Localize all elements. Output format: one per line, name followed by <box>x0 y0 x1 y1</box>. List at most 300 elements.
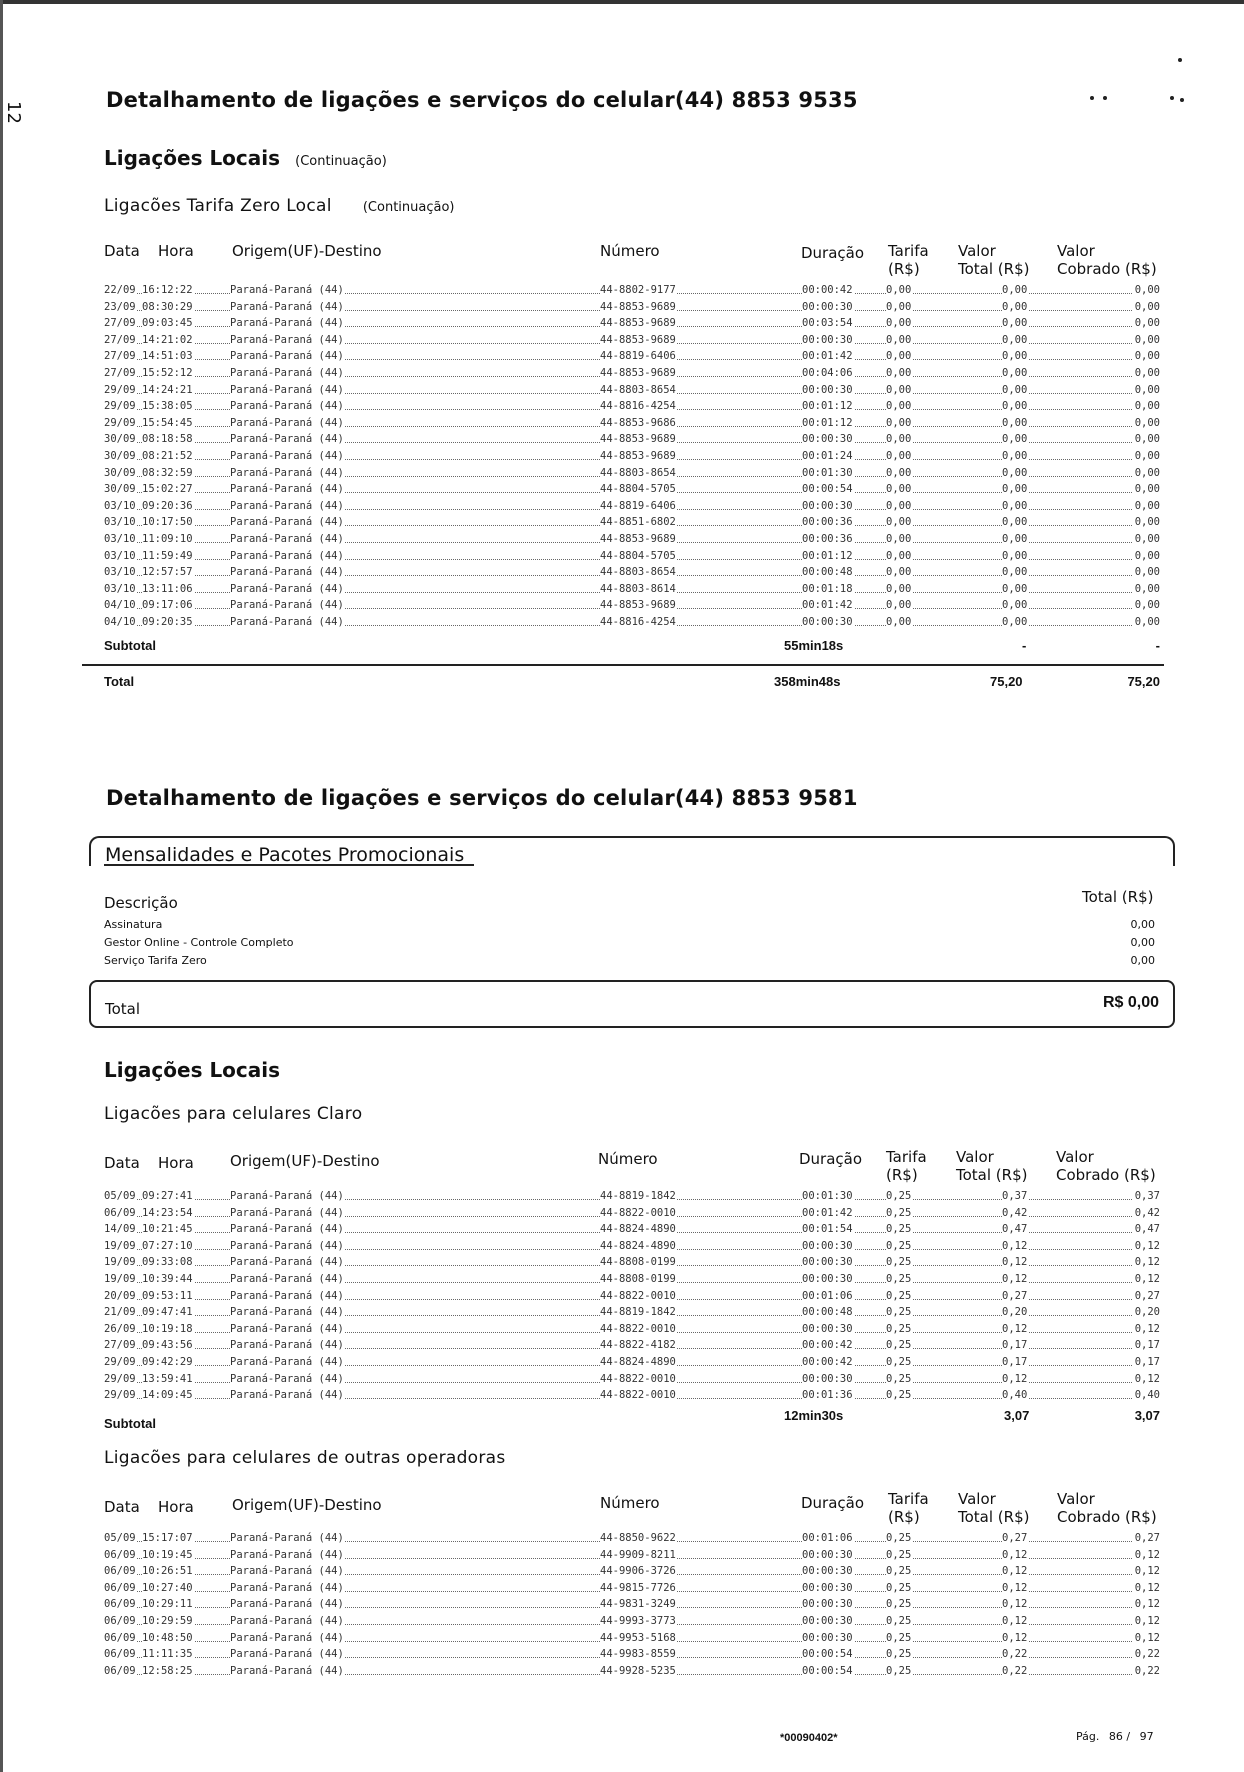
table-row <box>104 382 1160 399</box>
cell-origem-destino: Paraná-Paraná (44) <box>230 499 344 512</box>
cell-duracao: 00:01:42 <box>802 599 853 612</box>
cell-numero: 44-9831-3249 <box>600 1598 676 1611</box>
cell-numero: 44-8816-4254 <box>600 615 676 628</box>
cell-tarifa: 0,25 <box>886 1190 912 1202</box>
cell-hora: 10:26:51 <box>142 1565 193 1578</box>
subtotal-row <box>104 1408 1160 1431</box>
col-tarifa-l2: (R$) <box>888 1508 920 1526</box>
cell-valor-cobrado: 0,00 <box>1134 466 1160 479</box>
cell-tarifa: 0,00 <box>886 532 912 545</box>
section1-group <box>104 146 387 170</box>
cell-valor-total: 0,20 <box>1002 1306 1028 1319</box>
mensalidades-total-box <box>89 980 1175 1028</box>
cell-data: 06/09 <box>104 1581 136 1594</box>
cell-tarifa: 0,00 <box>886 466 912 479</box>
table-row <box>104 1354 1160 1371</box>
table-body <box>104 1530 1160 1679</box>
cell-numero: 44-8819-1842 <box>600 1190 676 1202</box>
table-row <box>104 415 1160 432</box>
total-valor-cobrado: 75,20 <box>1127 674 1160 689</box>
cell-numero: 44-9953-5168 <box>600 1631 676 1644</box>
cell-origem-destino: Paraná-Paraná (44) <box>230 383 344 396</box>
cell-valor-cobrado: 0,37 <box>1134 1190 1160 1202</box>
cell-numero: 44-9983-8559 <box>600 1648 676 1661</box>
cell-duracao: 00:00:30 <box>802 1548 853 1561</box>
table-row <box>104 1271 1160 1288</box>
scan-dot <box>1178 58 1182 62</box>
cell-duracao: 00:01:12 <box>802 549 853 562</box>
cell-data: 29/09 <box>104 383 136 396</box>
subtotal-valor-total: - <box>1022 638 1027 653</box>
cell-duracao: 00:01:18 <box>802 582 853 595</box>
cell-numero: 44-8803-8654 <box>600 383 676 396</box>
cell-duracao: 00:00:30 <box>802 1239 853 1252</box>
cell-hora: 07:27:10 <box>142 1239 193 1252</box>
cell-tarifa: 0,00 <box>886 499 912 512</box>
cell-valor-total: 0,12 <box>1002 1631 1028 1644</box>
cell-data: 29/09 <box>104 400 136 413</box>
total-duration: 358min48s <box>774 674 841 689</box>
cell-origem-destino: Paraná-Paraná (44) <box>230 433 344 446</box>
cell-tarifa: 0,25 <box>886 1548 912 1561</box>
table-row <box>104 1563 1160 1580</box>
cell-valor-total: 0,00 <box>1002 317 1028 330</box>
cell-hora: 09:27:41 <box>142 1190 193 1202</box>
cell-numero: 44-8853-9689 <box>600 317 676 330</box>
cell-numero: 44-8819-1842 <box>600 1306 676 1319</box>
cell-valor-total: 0,00 <box>1002 483 1028 496</box>
table-row <box>104 597 1160 614</box>
cell-data: 04/10 <box>104 615 136 628</box>
cell-hora: 14:24:21 <box>142 383 193 396</box>
col-num: Número <box>600 1494 660 1512</box>
col-data: Data <box>104 1498 140 1516</box>
table-row <box>104 282 1160 299</box>
cell-origem-destino: Paraná-Paraná (44) <box>230 416 344 429</box>
cell-valor-total: 0,12 <box>1002 1548 1028 1561</box>
cell-origem-destino: Paraná-Paraná (44) <box>230 516 344 529</box>
cell-tarifa: 0,00 <box>886 350 912 363</box>
cell-valor-cobrado: 0,00 <box>1134 300 1160 313</box>
page-current: 86 <box>1108 1730 1123 1743</box>
cell-data: 19/09 <box>104 1239 136 1252</box>
cell-numero: 44-8853-9689 <box>600 333 676 346</box>
cell-duracao: 00:00:42 <box>802 284 853 296</box>
col-vc-l1: Valor <box>1057 242 1095 260</box>
cell-tarifa: 0,00 <box>886 549 912 562</box>
cell-hora: 12:58:25 <box>142 1664 193 1677</box>
cell-valor-cobrado: 0,00 <box>1134 317 1160 330</box>
col-tarifa-l1: Tarifa <box>886 1148 927 1166</box>
cell-valor-cobrado: 0,12 <box>1134 1256 1160 1269</box>
cell-data: 30/09 <box>104 483 136 496</box>
subtotal-valor-cobrado: 3,07 <box>1134 1408 1160 1423</box>
section1-title: Detalhamento de ligações e serviços do celular(44) 8853 9535 <box>106 88 858 112</box>
cell-origem-destino: Paraná-Paraná (44) <box>230 1289 344 1302</box>
page-sep: / <box>1126 1730 1131 1743</box>
cell-numero: 44-8824-4890 <box>600 1239 676 1252</box>
col-hora: Hora <box>158 1498 194 1516</box>
cell-data: 03/10 <box>104 499 136 512</box>
cell-duracao: 00:00:30 <box>802 499 853 512</box>
cell-hora: 10:39:44 <box>142 1272 193 1285</box>
cell-data: 30/09 <box>104 449 136 462</box>
cell-numero: 44-8853-9686 <box>600 416 676 429</box>
cell-duracao: 00:01:06 <box>802 1289 853 1302</box>
cell-duracao: 00:00:30 <box>802 300 853 313</box>
col-tarifa-l1: Tarifa <box>888 1490 929 1508</box>
cell-numero: 44-8853-9689 <box>600 449 676 462</box>
cell-tarifa: 0,00 <box>886 317 912 330</box>
cell-origem-destino: Paraná-Paraná (44) <box>230 1355 344 1368</box>
cell-data: 19/09 <box>104 1256 136 1269</box>
cell-valor-total: 0,00 <box>1002 366 1028 379</box>
cell-hora: 14:23:54 <box>142 1206 193 1219</box>
col-vc-l1: Valor <box>1056 1148 1094 1166</box>
cell-duracao: 00:00:54 <box>802 1648 853 1661</box>
table-body <box>104 282 1160 630</box>
group-note: (Continuação) <box>295 154 387 169</box>
cell-hora: 11:09:10 <box>142 532 193 545</box>
col-data: Data <box>104 1154 140 1172</box>
cell-duracao: 00:04:06 <box>802 366 853 379</box>
cell-duracao: 00:00:30 <box>802 1372 853 1385</box>
cell-numero: 44-8803-8614 <box>600 582 676 595</box>
cell-numero: 44-8853-9689 <box>600 433 676 446</box>
cell-numero: 44-9993-3773 <box>600 1614 676 1627</box>
cell-duracao: 00:00:30 <box>802 383 853 396</box>
cell-tarifa: 0,25 <box>886 1339 912 1352</box>
cell-duracao: 00:00:30 <box>802 1322 853 1335</box>
cell-valor-cobrado: 0,12 <box>1134 1581 1160 1594</box>
cell-numero: 44-8822-4182 <box>600 1339 676 1352</box>
cell-data: 06/09 <box>104 1206 136 1219</box>
cell-origem-destino: Paraná-Paraná (44) <box>230 1322 344 1335</box>
col-num: Número <box>598 1150 658 1168</box>
cell-numero: 44-8808-0199 <box>600 1256 676 1269</box>
cell-data: 03/10 <box>104 549 136 562</box>
cell-valor-cobrado: 0,00 <box>1134 284 1160 296</box>
cell-origem-destino: Paraná-Paraná (44) <box>230 1389 344 1402</box>
cell-origem-destino: Paraná-Paraná (44) <box>230 549 344 562</box>
cell-tarifa: 0,25 <box>886 1614 912 1627</box>
col-orig: Origem(UF)-Destino <box>230 1152 380 1170</box>
mensalidades-total-label: Total <box>105 1000 141 1018</box>
cell-duracao: 00:00:30 <box>802 615 853 628</box>
cell-valor-cobrado: 0,00 <box>1134 615 1160 628</box>
cell-valor-cobrado: 0,00 <box>1134 566 1160 579</box>
cell-numero: 44-9928-5235 <box>600 1664 676 1677</box>
cell-tarifa: 0,25 <box>886 1598 912 1611</box>
cell-data: 30/09 <box>104 466 136 479</box>
cell-valor-total: 0,47 <box>1002 1223 1028 1236</box>
table-row <box>104 1221 1160 1238</box>
cell-valor-total: 0,12 <box>1002 1256 1028 1269</box>
cell-valor-cobrado: 0,00 <box>1134 483 1160 496</box>
cell-origem-destino: Paraná-Paraná (44) <box>230 1256 344 1269</box>
section1-sub <box>104 196 455 216</box>
table-row <box>104 1663 1160 1680</box>
divider <box>82 664 1164 666</box>
cell-origem-destino: Paraná-Paraná (44) <box>230 1206 344 1219</box>
cell-data: 03/10 <box>104 582 136 595</box>
cell-numero: 44-8853-9689 <box>600 532 676 545</box>
sub-note: (Continuação) <box>362 200 455 215</box>
cell-numero: 44-9909-8211 <box>600 1548 676 1561</box>
subtotal-valor-total: 3,07 <box>1004 1408 1030 1423</box>
col-tarifa <box>888 1490 929 1526</box>
cell-valor-cobrado: 0,00 <box>1134 433 1160 446</box>
cell-hora: 08:18:58 <box>142 433 193 446</box>
barcode-number: *00090402* <box>780 1732 838 1744</box>
cell-valor-total: 0,12 <box>1002 1372 1028 1385</box>
table-row <box>104 1580 1160 1597</box>
cell-numero: 44-8853-9689 <box>600 599 676 612</box>
cell-data: 27/09 <box>104 366 136 379</box>
cell-hora: 14:21:02 <box>142 333 193 346</box>
table-row <box>104 1304 1160 1321</box>
cell-valor-cobrado: 0,12 <box>1134 1272 1160 1285</box>
cell-tarifa: 0,00 <box>886 333 912 346</box>
cell-data: 29/09 <box>104 1389 136 1402</box>
cell-duracao: 00:00:42 <box>802 1339 853 1352</box>
subtotal-label: Subtotal <box>104 638 156 653</box>
cell-origem-destino: Paraná-Paraná (44) <box>230 1648 344 1661</box>
cell-duracao: 00:01:36 <box>802 1389 853 1402</box>
cell-valor-total: 0,12 <box>1002 1322 1028 1335</box>
cell-numero: 44-8851-6802 <box>600 516 676 529</box>
cell-valor-total: 0,12 <box>1002 1598 1028 1611</box>
cell-origem-destino: Paraná-Paraná (44) <box>230 1190 344 1202</box>
cell-valor-cobrado: 0,17 <box>1134 1339 1160 1352</box>
cell-valor-total: 0,12 <box>1002 1581 1028 1594</box>
cell-valor-total: 0,00 <box>1002 333 1028 346</box>
cell-numero: 44-8822-0010 <box>600 1289 676 1302</box>
cell-origem-destino: Paraná-Paraná (44) <box>230 300 344 313</box>
cell-duracao: 00:01:30 <box>802 1190 853 1202</box>
cell-valor-total: 0,00 <box>1002 433 1028 446</box>
cell-origem-destino: Paraná-Paraná (44) <box>230 532 344 545</box>
table-header <box>104 1490 1160 1530</box>
cell-data: 26/09 <box>104 1322 136 1335</box>
cell-duracao: 00:00:30 <box>802 1256 853 1269</box>
col-vc-l2: Cobrado (R$) <box>1057 1508 1157 1526</box>
cell-tarifa: 0,25 <box>886 1289 912 1302</box>
col-vc <box>1057 1490 1157 1526</box>
scan-top-border <box>0 0 1244 4</box>
total-row <box>104 674 1160 694</box>
cell-origem-destino: Paraná-Paraná (44) <box>230 1664 344 1677</box>
table-row <box>104 299 1160 316</box>
cell-origem-destino: Paraná-Paraná (44) <box>230 400 344 413</box>
cell-numero: 44-8804-5705 <box>600 483 676 496</box>
mensalidades-total-value: R$ 0,00 <box>1102 994 1159 1011</box>
cell-data: 14/09 <box>104 1223 136 1236</box>
col-vt-l2: Total (R$) <box>958 1508 1030 1526</box>
table-row <box>104 514 1160 531</box>
table-row <box>104 1646 1160 1663</box>
cell-tarifa: 0,00 <box>886 516 912 529</box>
cell-origem-destino: Paraná-Paraná (44) <box>230 1581 344 1594</box>
table-header <box>104 1148 1160 1188</box>
cell-data: 06/09 <box>104 1648 136 1661</box>
cell-valor-cobrado: 0,12 <box>1134 1372 1160 1385</box>
cell-origem-destino: Paraná-Paraná (44) <box>230 317 344 330</box>
cell-hora: 10:29:59 <box>142 1614 193 1627</box>
cell-data: 19/09 <box>104 1272 136 1285</box>
cell-duracao: 00:00:42 <box>802 1355 853 1368</box>
cell-duracao: 00:00:30 <box>802 433 853 446</box>
cell-duracao: 00:00:36 <box>802 516 853 529</box>
cell-tarifa: 0,00 <box>886 366 912 379</box>
cell-valor-cobrado: 0,12 <box>1134 1548 1160 1561</box>
cell-numero: 44-8822-0010 <box>600 1206 676 1219</box>
cell-data: 06/09 <box>104 1631 136 1644</box>
subtotal-duration: 55min18s <box>784 638 844 653</box>
subtotal-label: Subtotal <box>104 1416 156 1431</box>
cell-data: 06/09 <box>104 1614 136 1627</box>
cell-origem-destino: Paraná-Paraná (44) <box>230 582 344 595</box>
col-num: Número <box>600 242 660 260</box>
cell-hora: 13:11:06 <box>142 582 193 595</box>
col-vt <box>958 1490 1029 1526</box>
cell-data: 29/09 <box>104 1355 136 1368</box>
cell-origem-destino: Paraná-Paraná (44) <box>230 366 344 379</box>
cell-duracao: 00:01:54 <box>802 1223 853 1236</box>
item-value: 0,00 <box>1130 954 1155 967</box>
total-col-header: Total (R$) <box>1082 888 1154 906</box>
cell-valor-cobrado: 0,00 <box>1134 333 1160 346</box>
cell-valor-cobrado: 0,00 <box>1134 599 1160 612</box>
subtotal-valor-cobrado: - <box>1155 638 1160 653</box>
table-row <box>104 315 1160 332</box>
cell-origem-destino: Paraná-Paraná (44) <box>230 1631 344 1644</box>
page-total: 97 <box>1139 1730 1154 1743</box>
cell-valor-cobrado: 0,27 <box>1134 1289 1160 1302</box>
cell-valor-cobrado: 0,00 <box>1134 350 1160 363</box>
cell-tarifa: 0,25 <box>886 1372 912 1385</box>
col-vt-l2: Total (R$) <box>958 260 1030 278</box>
mensalidades-title: Mensalidades e Pacotes Promocionais <box>105 844 465 866</box>
cell-data: 27/09 <box>104 317 136 330</box>
cell-tarifa: 0,00 <box>886 615 912 628</box>
col-tarifa-l2: (R$) <box>886 1166 918 1184</box>
col-hora: Hora <box>158 242 194 260</box>
group-title: Ligações Locais <box>104 146 281 170</box>
cell-numero: 44-8808-0199 <box>600 1272 676 1285</box>
table-header <box>104 242 1160 282</box>
cell-duracao: 00:00:36 <box>802 532 853 545</box>
cell-origem-destino: Paraná-Paraná (44) <box>230 1223 344 1236</box>
cell-origem-destino: Paraná-Paraná (44) <box>230 1272 344 1285</box>
cell-duracao: 00:00:30 <box>802 1598 853 1611</box>
cell-hora: 09:42:29 <box>142 1355 193 1368</box>
table-row <box>104 498 1160 515</box>
table-row <box>104 531 1160 548</box>
table-row <box>104 1530 1160 1547</box>
cell-data: 03/10 <box>104 532 136 545</box>
item-label: Gestor Online - Controle Completo <box>104 936 294 949</box>
cell-hora: 09:03:45 <box>142 317 193 330</box>
cell-tarifa: 0,25 <box>886 1565 912 1578</box>
cell-valor-cobrado: 0,00 <box>1134 532 1160 545</box>
cell-data: 29/09 <box>104 1372 136 1385</box>
table-row <box>104 431 1160 448</box>
table-row <box>104 465 1160 482</box>
cell-valor-cobrado: 0,22 <box>1134 1648 1160 1661</box>
col-vt <box>956 1148 1027 1184</box>
cell-valor-total: 0,00 <box>1002 582 1028 595</box>
table-row <box>104 1337 1160 1354</box>
cell-duracao: 00:00:48 <box>802 566 853 579</box>
col-vc-l2: Cobrado (R$) <box>1056 1166 1156 1184</box>
col-hora: Hora <box>158 1154 194 1172</box>
cell-valor-cobrado: 0,12 <box>1134 1631 1160 1644</box>
table-row <box>104 332 1160 349</box>
cell-valor-cobrado: 0,00 <box>1134 383 1160 396</box>
cell-duracao: 00:01:42 <box>802 350 853 363</box>
table-row <box>104 564 1160 581</box>
cell-valor-total: 0,00 <box>1002 350 1028 363</box>
cell-data: 03/10 <box>104 516 136 529</box>
cell-origem-destino: Paraná-Paraná (44) <box>230 615 344 628</box>
cell-tarifa: 0,25 <box>886 1223 912 1236</box>
scan-left-border <box>0 0 3 1772</box>
table-body <box>104 1188 1160 1404</box>
cell-valor-total: 0,12 <box>1002 1272 1028 1285</box>
cell-valor-cobrado: 0,00 <box>1134 516 1160 529</box>
col-vt-l1: Valor <box>958 242 996 260</box>
cell-data: 27/09 <box>104 333 136 346</box>
table-row <box>104 1613 1160 1630</box>
cell-valor-cobrado: 0,12 <box>1134 1239 1160 1252</box>
cell-hora: 08:30:29 <box>142 300 193 313</box>
cell-duracao: 00:00:30 <box>802 333 853 346</box>
cell-valor-total: 0,12 <box>1002 1565 1028 1578</box>
cell-numero: 44-9906-3726 <box>600 1565 676 1578</box>
cell-numero: 44-8824-4890 <box>600 1355 676 1368</box>
cell-origem-destino: Paraná-Paraná (44) <box>230 483 344 496</box>
cell-numero: 44-8804-5705 <box>600 549 676 562</box>
cell-hora: 09:53:11 <box>142 1289 193 1302</box>
cell-numero: 44-8803-8654 <box>600 566 676 579</box>
cell-valor-cobrado: 0,00 <box>1134 400 1160 413</box>
cell-hora: 10:27:40 <box>142 1581 193 1594</box>
cell-valor-cobrado: 0,12 <box>1134 1614 1160 1627</box>
cell-tarifa: 0,25 <box>886 1256 912 1269</box>
cell-tarifa: 0,00 <box>886 300 912 313</box>
cell-data: 30/09 <box>104 433 136 446</box>
cell-origem-destino: Paraná-Paraná (44) <box>230 1614 344 1627</box>
table-row <box>104 1596 1160 1613</box>
cell-valor-total: 0,00 <box>1002 300 1028 313</box>
cell-origem-destino: Paraná-Paraná (44) <box>230 1239 344 1252</box>
cell-valor-total: 0,27 <box>1002 1289 1028 1302</box>
cell-tarifa: 0,00 <box>886 449 912 462</box>
section2-title: Detalhamento de ligações e serviços do celular(44) 8853 9581 <box>106 786 858 810</box>
col-vt-l2: Total (R$) <box>956 1166 1028 1184</box>
cell-valor-cobrado: 0,12 <box>1134 1322 1160 1335</box>
cell-valor-cobrado: 0,17 <box>1134 1355 1160 1368</box>
cell-tarifa: 0,00 <box>886 483 912 496</box>
col-vc-l2: Cobrado (R$) <box>1057 260 1157 278</box>
sub-title: Ligacões Tarifa Zero Local <box>104 196 332 216</box>
cell-valor-total: 0,00 <box>1002 599 1028 612</box>
subtotal-row <box>104 638 1160 658</box>
cell-numero: 44-8803-8654 <box>600 466 676 479</box>
cell-valor-total: 0,17 <box>1002 1355 1028 1368</box>
cell-hora: 11:59:49 <box>142 549 193 562</box>
